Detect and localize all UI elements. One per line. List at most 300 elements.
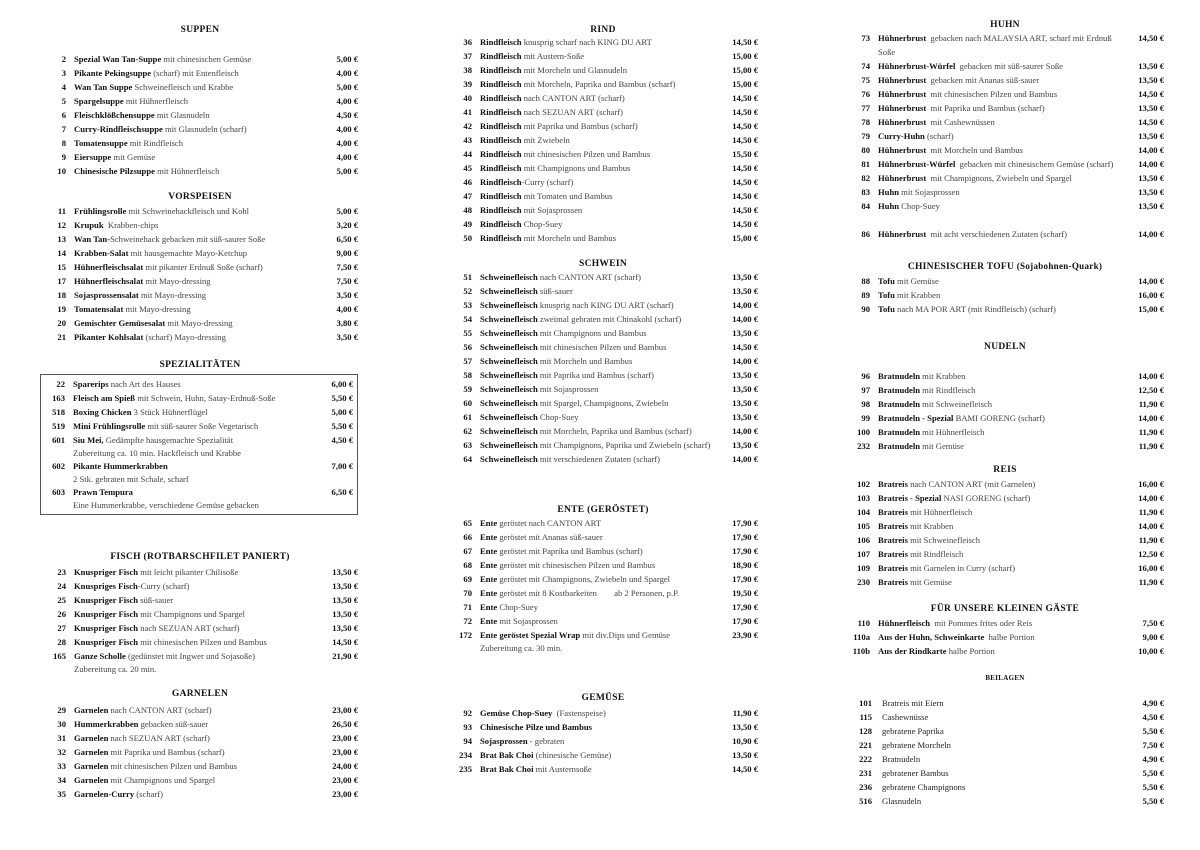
menu-item — [846, 274, 1164, 288]
item-number: 86 — [861, 229, 870, 239]
item-name: Tofu — [878, 304, 895, 314]
item-number: 74 — [861, 61, 870, 71]
item-name: Hühnerfleischsalat — [74, 276, 144, 286]
item-description — [74, 649, 314, 675]
menu-item — [41, 405, 353, 419]
menu-item — [448, 748, 758, 762]
item-description — [480, 77, 714, 91]
item-detail: mit Hühnerfleisch — [154, 166, 220, 176]
menu-item — [448, 516, 758, 530]
item-detail: süß-sauer — [138, 595, 174, 605]
item-description — [882, 724, 1120, 738]
item-name: Curry-Rindfleischsuppe — [74, 124, 163, 134]
item-name: Rindfleisch — [480, 79, 522, 89]
item-detail: Chop-Suey — [521, 219, 563, 229]
item-number: 60 — [463, 398, 472, 408]
item-price: 13,50 € — [732, 328, 758, 338]
item-number: 93 — [463, 722, 472, 732]
item-number: 12 — [57, 220, 66, 230]
item-description — [73, 405, 309, 419]
item-name: Rindfleisch — [480, 37, 522, 47]
item-number: 46 — [463, 177, 472, 187]
section-title: SCHWEIN — [578, 259, 628, 269]
item-detail: mit Sojasprossen — [497, 616, 558, 626]
item-detail: mit Austern-Soße — [521, 51, 585, 61]
menu-item — [846, 491, 1164, 505]
item-price: 14,50 € — [1138, 117, 1164, 127]
item-price: 5,00 € — [336, 82, 358, 92]
item-price: 6,00 € — [331, 379, 353, 389]
item-description — [480, 270, 714, 284]
menu-item — [846, 780, 1164, 794]
item-name: Bratnudeln — [878, 371, 921, 381]
menu-item — [42, 717, 358, 731]
item-name: Aus der Rindkarte — [878, 646, 947, 656]
item-number: 77 — [861, 103, 870, 113]
section-huhn — [846, 20, 1164, 241]
menu-item — [448, 298, 758, 312]
menu-item — [448, 284, 758, 298]
item-price: 16,00 € — [1138, 290, 1164, 300]
item-number: 55 — [463, 328, 472, 338]
item-description — [878, 425, 1120, 439]
item-number: 38 — [463, 65, 472, 75]
item-number: 48 — [463, 205, 472, 215]
item-price: 24,00 € — [332, 761, 358, 771]
item-note: Zubereitung ca. 30 min. — [480, 643, 563, 653]
item-number: 49 — [463, 219, 472, 229]
section-title: FISCH (ROTBARSCHFILET PANIERT) — [110, 552, 290, 562]
item-number: 59 — [463, 384, 472, 394]
item-price: 5,00 € — [336, 206, 358, 216]
item-number: 44 — [463, 149, 472, 159]
item-name: Pikante Hummerkrabben — [73, 461, 168, 471]
item-name: Hühnerbrust-Würfel — [878, 159, 956, 169]
item-description — [878, 185, 1120, 199]
item-name: Hühnerfleischsalat — [74, 262, 144, 272]
section-suppen — [42, 25, 358, 178]
menu-item — [448, 368, 758, 382]
item-name: Rindfleisch — [480, 51, 522, 61]
item-number: 603 — [52, 487, 65, 497]
item-price: 13,50 € — [1138, 201, 1164, 211]
item-description — [480, 706, 714, 720]
menu-item — [846, 115, 1164, 129]
item-description — [74, 731, 314, 745]
menu-item — [42, 246, 358, 260]
item-detail: mit acht verschiedenen Zutaten (scharf) — [926, 229, 1068, 239]
menu-item — [42, 94, 358, 108]
menu-item — [42, 302, 358, 316]
item-name: Sparerips — [73, 379, 109, 389]
item-price: 13,50 € — [332, 567, 358, 577]
item-price: 23,00 € — [332, 747, 358, 757]
item-detail: mit Glasnudeln — [154, 110, 210, 120]
item-price: 14,00 € — [732, 356, 758, 366]
menu-item — [42, 108, 358, 122]
item-number: 28 — [57, 637, 66, 647]
section-title: BEILAGEN — [985, 674, 1025, 682]
item-name: Bratreis — [878, 563, 908, 573]
item-number: 105 — [857, 521, 870, 531]
item-number: 65 — [463, 518, 472, 528]
item-name: Ente — [480, 602, 498, 612]
item-description — [74, 621, 314, 635]
item-number: 3 — [61, 68, 66, 78]
item-number: 81 — [861, 159, 870, 169]
item-name: Schweinefleisch — [480, 328, 538, 338]
menu-item — [448, 133, 758, 147]
item-detail: zweimal gebraten mit Chinakohl (scharf) — [537, 314, 682, 324]
item-name: Tomatensuppe — [74, 138, 128, 148]
item-number: 69 — [463, 574, 472, 584]
menu-item — [42, 787, 358, 801]
item-name: Hummerkrabben — [74, 719, 139, 729]
item-detail: nach CANTON ART (scharf) — [537, 272, 641, 282]
section-title — [846, 261, 1164, 272]
item-detail: mit Champignons und Spargel — [108, 775, 216, 785]
item-price: 11,90 € — [1138, 507, 1164, 517]
item-number: 54 — [463, 314, 472, 324]
item-name: Rindfleisch — [480, 219, 522, 229]
menu-item — [448, 586, 758, 600]
menu-item — [448, 91, 758, 105]
item-number: 39 — [463, 79, 472, 89]
item-price: 13,50 € — [1138, 61, 1164, 71]
menu-item — [42, 136, 358, 150]
menu-item — [846, 101, 1164, 115]
item-price: 5,00 € — [336, 166, 358, 176]
menu-item — [846, 752, 1164, 766]
item-name: Siu Mei, — [73, 435, 104, 445]
item-price: 14,50 € — [332, 637, 358, 647]
menu-item — [846, 696, 1164, 710]
item-number: 66 — [463, 532, 472, 542]
item-detail: mit Cashewnüssen — [926, 117, 995, 127]
item-description — [882, 738, 1120, 752]
menu-item — [42, 330, 358, 344]
item-description — [878, 630, 1120, 644]
item-note: 2 Stk. gebraten mit Schale, scharf — [73, 474, 189, 484]
menu-item — [42, 745, 358, 759]
item-price: 14,00 € — [732, 454, 758, 464]
item-number: 41 — [463, 107, 472, 117]
item-description — [480, 147, 714, 161]
item-detail: mit Austernsoße — [533, 764, 592, 774]
item-price: 4,00 € — [336, 96, 358, 106]
item-name: Bratnudeln — [878, 441, 921, 451]
menu-item — [846, 87, 1164, 101]
item-number: 78 — [861, 117, 870, 127]
item-detail: (gedünstet mit Ingwer und Sojasoße) — [125, 651, 255, 661]
item-name: Garnelen — [74, 761, 109, 771]
item-name: Boxing Chicken — [73, 407, 132, 417]
item-number: 61 — [463, 412, 472, 422]
item-description — [73, 391, 309, 405]
item-price: 13,50 € — [332, 609, 358, 619]
section-spezialitaeten — [42, 360, 358, 515]
item-number: 32 — [57, 747, 66, 757]
item-detail: geröstet mit 8 Kostbarkeiten ab 2 Personen, p.P. — [497, 588, 680, 598]
item-detail: mit Krabben — [920, 371, 966, 381]
item-price: 14,50 € — [1138, 89, 1164, 99]
item-detail: mit Tomaten und Bambus — [521, 191, 613, 201]
item-detail: nach SEZUAN ART (scharf) — [521, 107, 624, 117]
item-price: 5,50 € — [1142, 726, 1164, 736]
item-description — [878, 439, 1120, 453]
item-detail: mit Morcheln, Paprika und Bambus (scharf) — [537, 426, 692, 436]
item-description — [480, 354, 714, 368]
item-name: Tofu — [878, 276, 895, 286]
menu-item — [846, 369, 1164, 383]
section-tofu — [846, 261, 1164, 316]
item-number: 63 — [463, 440, 472, 450]
item-price: 14,50 € — [732, 191, 758, 201]
item-description — [74, 218, 314, 232]
item-name: Knuspriger Fisch — [74, 595, 139, 605]
item-detail: (chinesische Gemüse) — [533, 750, 612, 760]
item-number: 13 — [57, 234, 66, 244]
menu-item — [41, 377, 353, 391]
item-name: Rindfleisch — [480, 149, 522, 159]
item-price: 17,90 € — [732, 574, 758, 584]
item-name: Hühnerbrust — [878, 173, 927, 183]
item-detail: mit Champignons, Paprika und Zwiebeln (scharf) — [537, 440, 711, 450]
item-price: 14,00 € — [1138, 493, 1164, 503]
item-price: 14,50 € — [732, 205, 758, 215]
menu-item — [42, 164, 358, 178]
item-description — [882, 710, 1120, 724]
menu-item — [846, 533, 1164, 547]
item-name: Huhn — [878, 187, 900, 197]
item-detail: mit Sojasprossen — [537, 384, 599, 394]
item-detail: mit Morcheln und Bambus — [926, 145, 1023, 155]
item-number: 10 — [57, 166, 66, 176]
section-vorspeisen — [42, 192, 358, 344]
item-price: 3,80 € — [336, 318, 358, 328]
item-number: 56 — [463, 342, 472, 352]
item-number: 94 — [463, 736, 472, 746]
item-price: 14,00 € — [732, 426, 758, 436]
item-name: Bratnudeln — [878, 427, 921, 437]
menu-item — [448, 161, 758, 175]
menu-item — [448, 706, 758, 720]
item-name: Mini Frühlingsrolle — [73, 421, 146, 431]
item-name: Ente geröstet Spezial Wrap — [480, 630, 581, 640]
item-price: 4,50 € — [331, 435, 353, 445]
item-description — [878, 157, 1120, 171]
item-description — [878, 171, 1120, 185]
menu-item — [42, 204, 358, 218]
item-description — [74, 150, 314, 164]
item-detail: Gedämpfte hausgemachte Spezialität — [103, 435, 234, 445]
item-description — [74, 703, 314, 717]
menu-item — [42, 621, 358, 635]
menu-item — [846, 738, 1164, 752]
section-title: SUPPEN — [180, 25, 220, 35]
item-number: 29 — [57, 705, 66, 715]
item-detail: mit Gemüse — [111, 152, 156, 162]
menu-item — [846, 73, 1164, 87]
item-number: 62 — [463, 426, 472, 436]
section-ente — [448, 505, 758, 654]
item-name: Schweinefleisch — [480, 454, 538, 464]
item-name: Schweinefleisch — [480, 384, 538, 394]
item-price: 17,90 € — [732, 518, 758, 528]
item-number: 35 — [57, 789, 66, 799]
item-description — [480, 298, 714, 312]
menu-item — [846, 383, 1164, 397]
menu-item — [448, 312, 758, 326]
item-name: Bratreis — [878, 549, 908, 559]
item-name: Curry-Huhn — [878, 131, 925, 141]
item-name: Knuspriger Fisch — [74, 609, 139, 619]
menu-item — [448, 558, 758, 572]
item-detail: (scharf) Mayo-dressing — [143, 332, 226, 342]
item-description — [480, 544, 714, 558]
item-detail: mit Gemüse — [907, 577, 952, 587]
item-detail: 3 Stück Hühnerflügel — [131, 407, 208, 417]
item-description — [878, 73, 1120, 87]
item-number: 96 — [861, 371, 870, 381]
item-description — [878, 505, 1120, 519]
menu-item — [448, 340, 758, 354]
section-title: GARNELEN — [171, 689, 229, 699]
menu-item — [448, 231, 758, 245]
item-description — [878, 616, 1120, 630]
item-price: 4,50 € — [336, 110, 358, 120]
item-price: 15,00 € — [1138, 304, 1164, 314]
item-detail: gebacken mit Ananas süß-sauer — [926, 75, 1040, 85]
item-price: 16,00 € — [1138, 479, 1164, 489]
item-description — [480, 424, 714, 438]
item-description — [878, 288, 1120, 302]
item-description — [878, 199, 1120, 213]
item-name: Knuspriger Fisch — [74, 637, 139, 647]
menu-item — [448, 326, 758, 340]
item-detail: mit Morcheln, Paprika und Bambus (scharf) — [521, 79, 676, 89]
menu-item — [846, 59, 1164, 73]
item-number: 97 — [861, 385, 870, 395]
item-number: 51 — [463, 272, 472, 282]
item-number: 88 — [861, 276, 870, 286]
item-description — [878, 369, 1120, 383]
item-price: 23,00 € — [332, 775, 358, 785]
item-name: Rindfleisch — [480, 93, 522, 103]
item-detail: mit div.Dips und Gemüse — [580, 630, 671, 640]
menu-item — [448, 270, 758, 284]
item-detail: mit chinesischen Pilzen und Bambus — [108, 761, 238, 771]
item-detail: mit Mayo-dressing — [143, 276, 211, 286]
section-garnelen — [42, 689, 358, 801]
item-price: 13,50 € — [732, 440, 758, 450]
item-detail: mit chinesischen Pilzen und Bambus — [926, 89, 1058, 99]
menu-item — [41, 433, 353, 459]
menu-item — [42, 122, 358, 136]
item-price: 14,50 € — [732, 37, 758, 47]
item-price: 5,50 € — [1142, 796, 1164, 806]
item-number: 99 — [861, 413, 870, 423]
item-name: Ente — [480, 518, 498, 528]
item-description — [480, 516, 714, 530]
item-price: 5,50 € — [331, 421, 353, 431]
item-description — [878, 59, 1120, 73]
item-detail: mit leicht pikanter Chilisoße — [138, 567, 239, 577]
item-detail: mit Mayo-dressing — [123, 304, 191, 314]
item-description — [480, 614, 714, 628]
item-name: Krabben-Salat — [74, 248, 129, 258]
item-detail: mit Champignons und Spargel — [138, 609, 245, 619]
menu-item — [846, 575, 1164, 589]
item-number: 4 — [61, 82, 66, 92]
menu-item — [846, 561, 1164, 575]
item-description — [480, 340, 714, 354]
item-detail: mit Paprika und Bambus (scharf) — [521, 121, 638, 131]
menu-item — [448, 147, 758, 161]
item-description — [480, 161, 714, 175]
menu-item — [846, 227, 1164, 241]
menu-item — [448, 63, 758, 77]
menu-item — [448, 217, 758, 231]
item-detail: gebratene Champignons — [882, 782, 966, 792]
item-number: 82 — [861, 173, 870, 183]
item-detail: Chop-Suey — [497, 602, 539, 612]
menu-item — [448, 572, 758, 586]
item-name: Spezial Wan Tan-Suppe — [74, 54, 162, 64]
item-name: Bratnudeln — [878, 399, 921, 409]
item-detail: BAMI GORENG (scharf) — [953, 413, 1045, 423]
item-description — [878, 31, 1120, 59]
item-number: 47 — [463, 191, 472, 201]
item-number: 110b — [852, 646, 870, 656]
item-description — [74, 66, 314, 80]
item-price: 14,50 € — [732, 121, 758, 131]
item-detail: NASI GORENG (scharf) — [941, 493, 1031, 503]
item-name: Garnelen — [74, 747, 109, 757]
item-detail: mit Paprika und Bambus (scharf) — [108, 747, 225, 757]
menu-item — [41, 485, 353, 511]
item-number: 76 — [861, 89, 870, 99]
item-detail: - gebraten — [527, 736, 565, 746]
item-description — [74, 260, 314, 274]
item-name: Garnelen — [74, 733, 109, 743]
item-price: 15,00 € — [732, 79, 758, 89]
item-description — [480, 49, 714, 63]
item-detail: (scharf) — [924, 131, 954, 141]
item-detail: mit Schweinehackfleisch und Kohl — [126, 206, 250, 216]
item-number: 110a — [853, 632, 870, 642]
menu-item — [448, 530, 758, 544]
item-detail: mit Champignons und Bambus — [521, 163, 631, 173]
item-description — [882, 766, 1120, 780]
item-name: Hühnerbrust — [878, 145, 927, 155]
item-description — [74, 274, 314, 288]
section-title: ENTE (GERÖSTET) — [557, 505, 649, 515]
menu-item — [448, 119, 758, 133]
item-name: Brat Bak Choi — [480, 750, 534, 760]
item-description — [480, 438, 714, 452]
item-name: Prawn Tempura — [73, 487, 133, 497]
section-title: NUDELN — [984, 342, 1026, 352]
item-name: Bratreis — [878, 479, 908, 489]
item-detail: mit Schweinefleisch — [907, 535, 980, 545]
item-description — [480, 175, 714, 189]
menu-item — [448, 35, 758, 49]
item-description — [74, 745, 314, 759]
item-price: 4,90 € — [1142, 698, 1164, 708]
item-price: 14,00 € — [1138, 276, 1164, 286]
menu-item — [846, 288, 1164, 302]
